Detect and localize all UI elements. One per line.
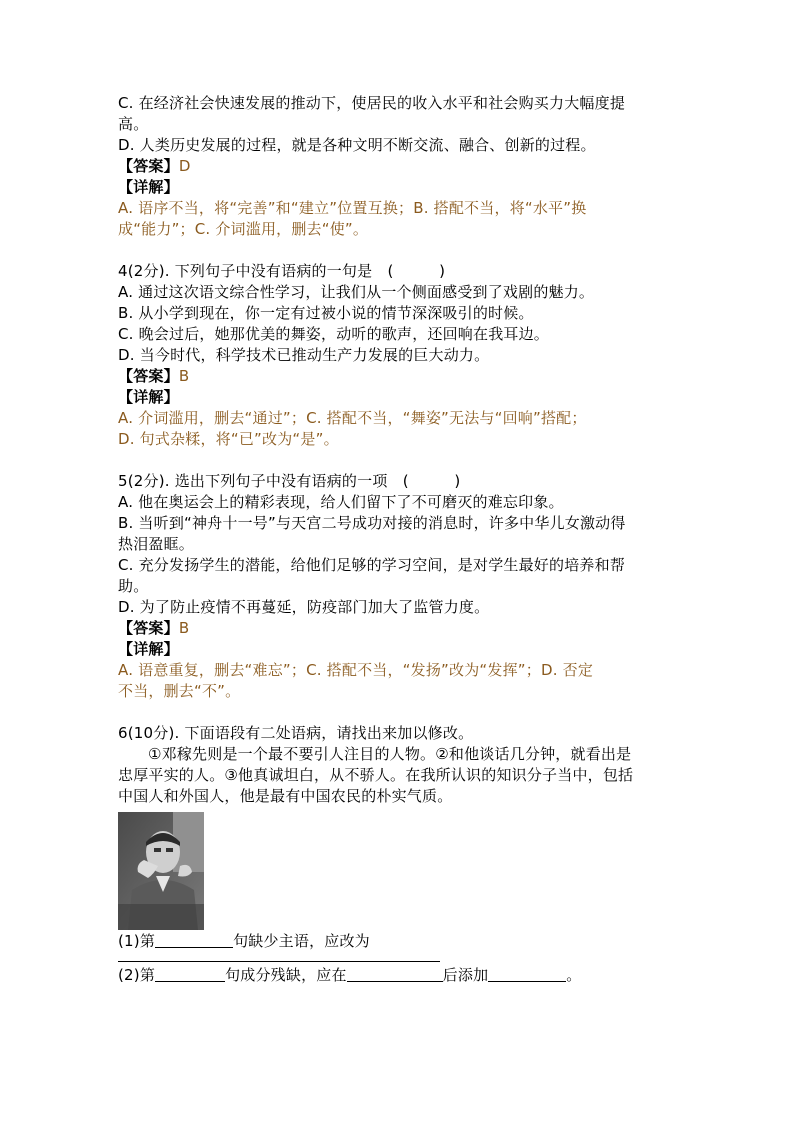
answer-label: 【答案】: [118, 619, 179, 637]
q6-sub2-mid2: 后添加: [442, 966, 489, 984]
q3-option-c-line1: C. 在经济社会快速发展的推动下，使居民的收入水平和社会购买力大幅度提: [118, 94, 626, 112]
q4-option-d: D. 当今时代，科学技术已推动生产力发展的巨大动力。: [118, 346, 490, 364]
q6-sub1-prefix: (1)第: [118, 932, 156, 950]
spacer: [118, 702, 678, 723]
portrait-photo-icon: [118, 812, 204, 930]
q6-sub2-row: [118, 965, 678, 986]
q6-sub1-row: [118, 931, 678, 952]
q4-answer-value: B: [178, 367, 190, 385]
q5-option-d: D. 为了防止疫情不再蔓延，防疫部门加大了监管力度。: [118, 598, 490, 616]
q4-detail-label: 【详解】: [118, 388, 179, 406]
answer-label: 【答案】: [118, 367, 179, 385]
spacer: [118, 240, 678, 261]
q3-detail-label: 【详解】: [118, 178, 179, 196]
q4-option-b: B. 从小学到现在，你一定有过被小说的情节深深吸引的时候。: [118, 304, 534, 322]
spacer: [118, 450, 678, 471]
q6-sub1-suffix: 句缺少主语，应改为: [233, 932, 370, 950]
q3-answer-row: [118, 156, 678, 177]
q4-answer-row: [118, 366, 678, 387]
q4-option-a: A. 通过这次语文综合性学习，让我们从一个侧面感受到了戏剧的魅力。: [118, 283, 595, 301]
q6-stem: 6(10分). 下面语段有二处语病，请找出来加以修改。: [118, 724, 474, 742]
q6-sub2-blank-sentence[interactable]: [155, 967, 225, 982]
q4-stem: 4(2分). 下列句子中没有语病的一句是 ( ): [118, 262, 446, 280]
q4-detail-line1: A. 介词滥用，删去“通过”；C. 搭配不当，“舞姿”无法与“回响”搭配；: [118, 409, 587, 427]
q3-detail-line1: A. 语序不当，将“完善”和“建立”位置互换；B. 搭配不当，将“水平”换: [118, 199, 587, 217]
q4-option-c: C. 晚会过后，她那优美的舞姿，动听的歌声，还回响在我耳边。: [118, 325, 550, 343]
q6-passage-line3: 中国人和外国人，他是最有中国农民的朴实气质。: [118, 787, 453, 805]
q6-sub2-blank-position[interactable]: [347, 967, 443, 982]
q4-detail-line2: D. 句式杂糅，将“已”改为“是”。: [118, 430, 339, 448]
q6-passage-line1: ①邓稼先则是一个最不要引人注目的人物。②和他谈话几分钟，就看出是: [148, 745, 632, 763]
q3-option-c-line2: 高。: [118, 115, 149, 133]
q5-option-b-line1: B. 当听到“神舟十一号”与天宫二号成功对接的消息时，许多中华儿女激动得: [118, 514, 626, 532]
q5-option-b-line2: 热泪盈眶。: [118, 535, 195, 553]
q6-sub1-answer-line[interactable]: [118, 960, 440, 962]
q6-sub2-blank-addition[interactable]: [488, 967, 566, 982]
q6-sub2-end: 。: [566, 966, 582, 984]
q5-answer-row: [118, 618, 678, 639]
q5-option-a: A. 他在奥运会上的精彩表现，给人们留下了不可磨灭的难忘印象。: [118, 493, 564, 511]
q5-detail-line2: 不当，删去“不”。: [118, 682, 241, 700]
q6-sub2-mid1: 句成分残缺，应在: [225, 966, 347, 984]
q3-detail-line2: 成“能力”；C. 介词滥用，删去“使”。: [118, 220, 369, 238]
q6-sub2-prefix: (2)第: [118, 966, 156, 984]
q5-option-c-line1: C. 充分发扬学生的潜能，给他们足够的学习空间，是对学生最好的培养和帮: [118, 556, 626, 574]
answer-label: 【答案】: [118, 157, 179, 175]
q5-detail-line1: A. 语意重复，删去“难忘”；C. 搭配不当，“发扬”改为“发挥”；D. 否定: [118, 661, 594, 679]
q5-detail-label: 【详解】: [118, 640, 179, 658]
q6-passage-line2: 忠厚平实的人。③他真诚坦白，从不骄人。在我所认识的知识分子当中，包括: [118, 766, 634, 784]
worksheet-page: [118, 93, 678, 986]
q5-option-c-line2: 助。: [118, 577, 149, 595]
q6-sub1-blank-sentence[interactable]: [155, 933, 233, 948]
q5-stem: 5(2分). 选出下列句子中没有语病的一项 ( ): [118, 472, 461, 490]
q3-option-d: D. 人类历史发展的过程，就是各种文明不断交流、融合、创新的过程。: [118, 136, 596, 154]
q5-answer-value: B: [178, 619, 190, 637]
q3-answer-value: D: [178, 157, 191, 175]
